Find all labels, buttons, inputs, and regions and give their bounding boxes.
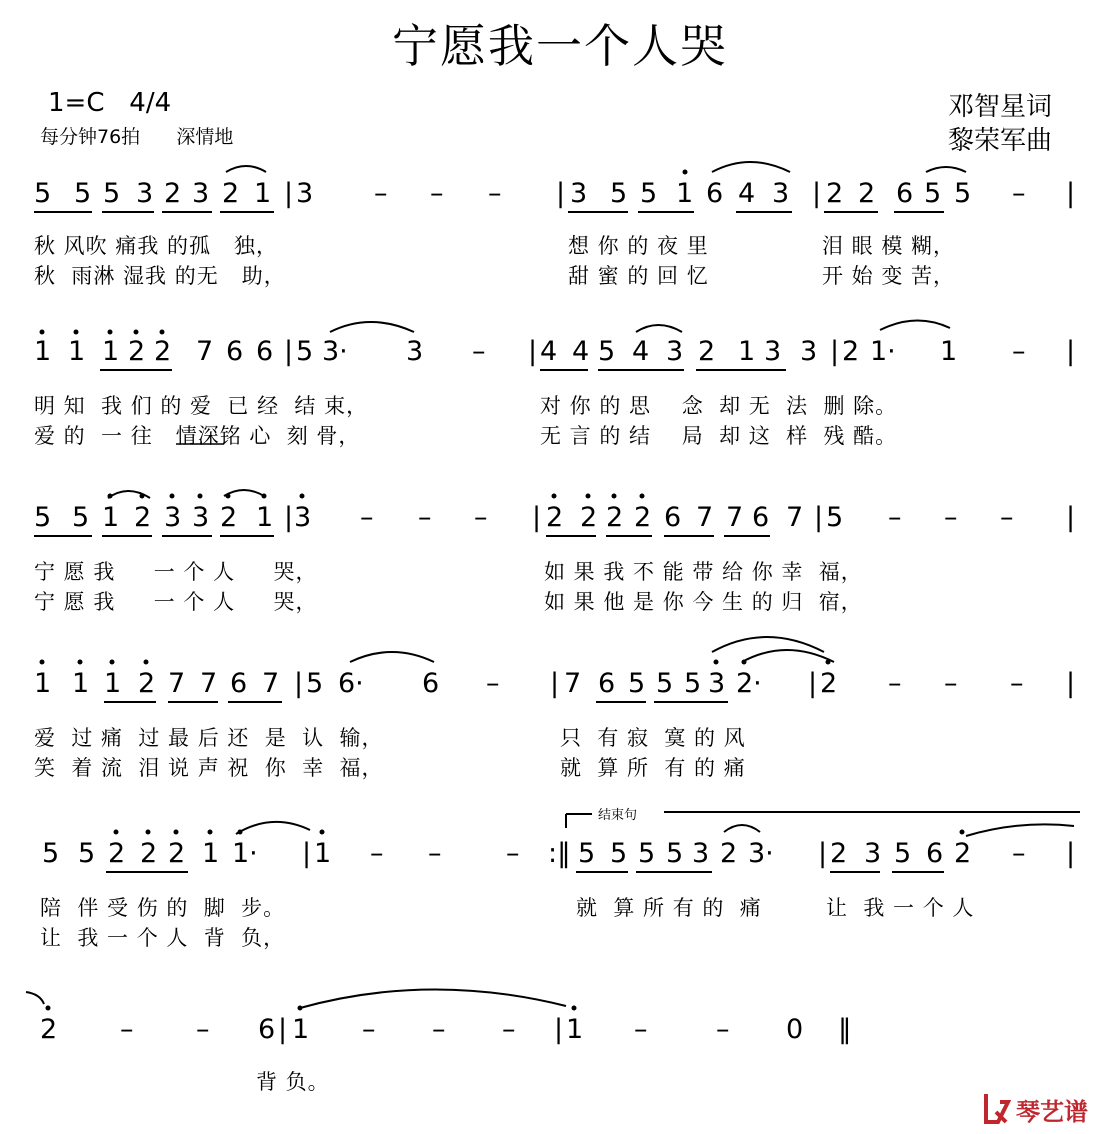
barline: | (528, 336, 538, 367)
note: 6 (422, 668, 440, 699)
tempo-marking: 每分钟76拍 深情地 (40, 126, 234, 148)
note: 1 (256, 502, 274, 533)
note: 6 (926, 838, 944, 869)
note: 1 (102, 502, 120, 533)
lyric: 明 知 我 们 的 爱 已 经 结 束， (34, 394, 369, 418)
note: 1 (68, 336, 86, 367)
barline: | (830, 336, 840, 367)
dash: – (360, 502, 374, 533)
note: 2 (164, 178, 182, 209)
lyric: 无 言 的 结 局 却 这 样 残 酷。 (540, 424, 898, 448)
barline: | (1066, 668, 1076, 699)
dash: – (430, 178, 444, 209)
dash: – (120, 1014, 134, 1045)
note: 0 (786, 1014, 804, 1045)
lyric: 秋 风吹 痛我 的孤 独， (34, 234, 279, 258)
note: 1 (940, 336, 958, 367)
dash: – (362, 1014, 376, 1045)
note: 7 (726, 502, 744, 533)
note: 2 (858, 178, 876, 209)
lyric: 让 我 一 个 人 背 负， (40, 926, 286, 950)
note: 2 (634, 502, 652, 533)
note: 1· (232, 838, 258, 869)
note: 2 (220, 502, 238, 533)
note: 5 (610, 838, 628, 869)
note: 5 (684, 668, 702, 699)
barline: | (1066, 502, 1076, 533)
dash: – (888, 502, 902, 533)
note: 6 (706, 178, 724, 209)
lyric: 甜 蜜 的 回 忆 (568, 264, 709, 288)
note: 7 (786, 502, 804, 533)
note: 3 (864, 838, 882, 869)
note: 4 (738, 178, 756, 209)
note: 5 (598, 336, 616, 367)
dash: – (488, 178, 502, 209)
note: 3 (192, 502, 210, 533)
note: 2 (820, 668, 838, 699)
barline: | (278, 1014, 288, 1045)
site-logo (978, 1088, 1108, 1128)
note: 2 (580, 502, 598, 533)
barline: | (284, 178, 294, 209)
dash: – (506, 838, 520, 869)
note: 2 (40, 1014, 58, 1045)
note: 7 (200, 668, 218, 699)
note: 2 (134, 502, 152, 533)
note: 5 (578, 838, 596, 869)
note: 5 (78, 838, 96, 869)
key-signature: 1=C 4/4 (48, 88, 172, 118)
note: 1 (254, 178, 272, 209)
note: 5 (610, 178, 628, 209)
note: 7 (262, 668, 280, 699)
note: 2 (128, 336, 146, 367)
lyric: 对 你 的 思 念 却 无 法 删 除。 (540, 394, 898, 418)
note: 7 (196, 336, 214, 367)
note: 5 (296, 336, 314, 367)
note: 1 (202, 838, 220, 869)
barline: | (550, 668, 560, 699)
note: 5 (103, 178, 121, 209)
dash: – (888, 668, 902, 699)
barline: | (556, 178, 566, 209)
note: 2 (720, 838, 738, 869)
note: 6 (664, 502, 682, 533)
note: 3· (322, 336, 348, 367)
note: 5 (306, 668, 324, 699)
note: 4 (540, 336, 558, 367)
note: 2 (606, 502, 624, 533)
note: 7 (168, 668, 186, 699)
note: 1 (676, 178, 694, 209)
note: 5 (628, 668, 646, 699)
note: 5 (72, 502, 90, 533)
dash: – (196, 1014, 210, 1045)
note: 3 (800, 336, 818, 367)
lyric: 让 我 一 个 人 (826, 896, 975, 920)
dash: – (1000, 502, 1014, 533)
note: 1 (314, 838, 332, 869)
dash: – (634, 1014, 648, 1045)
note: 6 (752, 502, 770, 533)
note: 1 (104, 668, 122, 699)
lyric: 就 算 所 有 的 痛 (576, 896, 762, 920)
dash: – (944, 668, 958, 699)
note: 3 (570, 178, 588, 209)
note: 3 (296, 178, 314, 209)
final-barline: ‖ (838, 1014, 852, 1045)
lyric: 背 负。 (256, 1070, 330, 1094)
dash: – (1012, 336, 1026, 367)
barline: | (284, 336, 294, 367)
barline: | (814, 502, 824, 533)
note: 3 (136, 178, 154, 209)
dash: – (374, 178, 388, 209)
note: 5 (34, 178, 52, 209)
note: 7 (564, 668, 582, 699)
dash: – (370, 838, 384, 869)
lyric: 陪 伴 受 伤 的 脚 步。 (40, 896, 286, 920)
note: 1 (738, 336, 756, 367)
note: 6· (338, 668, 364, 699)
note: 5 (42, 838, 60, 869)
note: 5 (640, 178, 658, 209)
lyric: 只 有 寂 寞 的 风 (560, 726, 746, 750)
dash: – (1010, 668, 1024, 699)
dash: – (486, 668, 500, 699)
note: 5 (34, 502, 52, 533)
note: 1 (566, 1014, 584, 1045)
note: 6 (598, 668, 616, 699)
lyric: 泪 眼 模 糊， (822, 234, 956, 258)
barline: | (1066, 178, 1076, 209)
note: 3 (764, 336, 782, 367)
note: 3 (772, 178, 790, 209)
note: 5 (656, 668, 674, 699)
dash: – (432, 1014, 446, 1045)
barline: | (808, 668, 818, 699)
composer-credit: 黎荣军曲 (948, 126, 1053, 156)
note: 5 (924, 178, 942, 209)
note: 1 (72, 668, 90, 699)
note: 7 (696, 502, 714, 533)
logo-text: 琴艺谱 (1016, 1098, 1088, 1126)
note: 2 (138, 668, 156, 699)
note: 2 (168, 838, 186, 869)
dash: – (1012, 178, 1026, 209)
lyric: 爱 的 一 往 情深铭 心 刻 骨， (34, 424, 361, 448)
note: 6 (258, 1014, 276, 1045)
lyricist-credit: 邓智星词 (948, 92, 1053, 122)
note: 3 (708, 668, 726, 699)
note: 3 (192, 178, 210, 209)
lyric: 秋 雨淋 湿我 的无 助， (34, 264, 286, 288)
note: 1 (34, 336, 52, 367)
dash: – (472, 336, 486, 367)
lyric: 如 果 他 是 你 今 生 的 归 宿， (544, 590, 863, 614)
note: 2 (108, 838, 126, 869)
note: 6 (230, 668, 248, 699)
barline: | (284, 502, 294, 533)
lyric: 宁 愿 我 一 个 人 哭， (34, 560, 318, 584)
note: 5 (894, 838, 912, 869)
note: 3 (406, 336, 424, 367)
barline: | (812, 178, 822, 209)
dash: – (716, 1014, 730, 1045)
song-title: 宁愿我一个人哭 (392, 19, 728, 73)
barline: | (1066, 336, 1076, 367)
note: 1 (34, 668, 52, 699)
dash: – (1012, 838, 1026, 869)
note: 2 (222, 178, 240, 209)
barline: | (532, 502, 542, 533)
note: 1 (102, 336, 120, 367)
note: 3 (294, 502, 312, 533)
dash: – (418, 502, 432, 533)
barline: | (818, 838, 828, 869)
note: 6 (226, 336, 244, 367)
note: 1 (292, 1014, 310, 1045)
note: 1· (870, 336, 896, 367)
lyric: 如 果 我 不 能 带 给 你 幸 福， (544, 560, 863, 584)
note: 2 (140, 838, 158, 869)
note: 3 (164, 502, 182, 533)
note: 5 (666, 838, 684, 869)
ending-label: 结束句 (594, 804, 641, 823)
repeat-end-barline: :‖ (548, 838, 571, 869)
note: 2 (826, 178, 844, 209)
note: 5 (638, 838, 656, 869)
lyric: 开 始 变 苦， (822, 264, 956, 288)
note: 5 (826, 502, 844, 533)
note: 5 (954, 178, 972, 209)
barline: | (1066, 838, 1076, 869)
note: 2· (736, 668, 762, 699)
lyric: 爱 过 痛 过 最 后 还 是 认 输， (34, 726, 384, 750)
dash: – (428, 838, 442, 869)
note: 2 (546, 502, 564, 533)
dash: – (474, 502, 488, 533)
barline: | (554, 1014, 564, 1045)
note: 2 (954, 838, 972, 869)
note: 2 (154, 336, 172, 367)
dash: – (502, 1014, 516, 1045)
lyric: 宁 愿 我 一 个 人 哭， (34, 590, 318, 614)
note: 2 (698, 336, 716, 367)
note: 2 (830, 838, 848, 869)
note: 6 (256, 336, 274, 367)
note: 5 (74, 178, 92, 209)
barline: | (302, 838, 312, 869)
barline: | (294, 668, 304, 699)
lyric: 就 算 所 有 的 痛 (560, 756, 746, 780)
note: 3 (666, 336, 684, 367)
lyric: 想 你 的 夜 里 (568, 234, 709, 258)
note: 6 (896, 178, 914, 209)
dash: – (944, 502, 958, 533)
note: 4 (572, 336, 590, 367)
lyric: 笑 着 流 泪 说 声 祝 你 幸 福， (34, 756, 384, 780)
note: 4 (632, 336, 650, 367)
note: 3 (692, 838, 710, 869)
note: 3· (748, 838, 774, 869)
note: 2 (842, 336, 860, 367)
